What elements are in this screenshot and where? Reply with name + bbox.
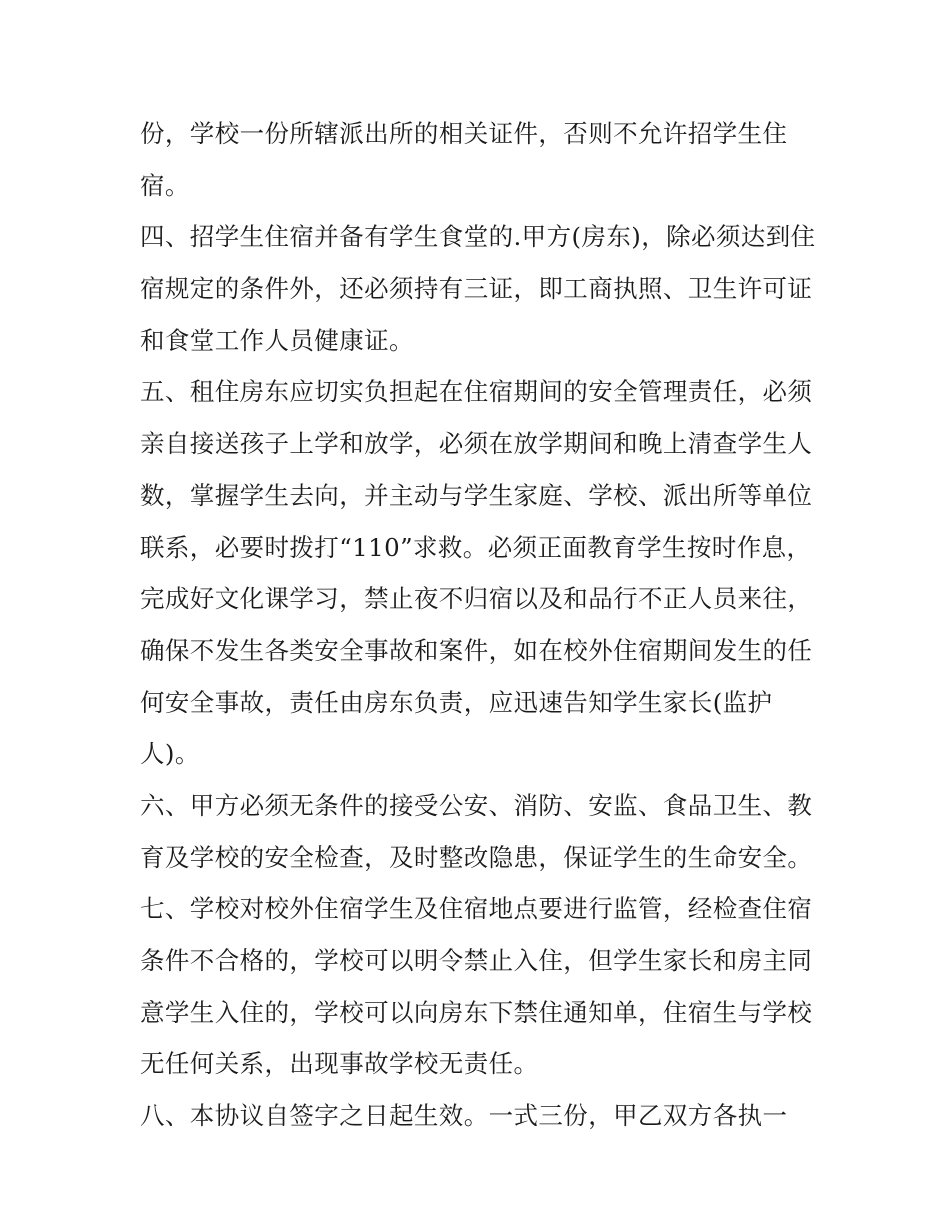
- clause-four-line: 四、招学生住宿并备有学生食堂的.甲方(房东)，除必须达到住: [140, 222, 816, 252]
- text-line: 亲自接送孩子上学和放学，必须在放学期间和晚上清查学生人: [140, 429, 813, 459]
- text-line: 联系，必要时拨打“110”求救。必须正面教育学生按时作息，: [140, 532, 812, 562]
- text-line: 宿。: [140, 170, 190, 200]
- text-line: 何安全事故，责任由房东负责，应迅速告知学生家长(监护: [140, 687, 773, 717]
- clause-six-line: 六、甲方必须无条件的接受公安、消防、安监、食品卫生、教: [140, 790, 813, 820]
- text-line: 人)。: [140, 739, 200, 769]
- text-line: 育及学校的安全检查，及时整改隐患，保证学生的生命安全。: [140, 842, 813, 872]
- clause-five-line: 五、租住房东应切实负担起在住宿期间的安全管理责任，必须: [140, 377, 813, 407]
- text-line: 数，掌握学生去向，并主动与学生家庭、学校、派出所等单位: [140, 480, 813, 510]
- text-line: 份，学校一份所辖派出所的相关证件，否则不允许招学生住: [140, 119, 788, 148]
- text-line: 完成好文化课学习，禁止夜不归宿以及和品行不正人员来往，: [140, 584, 813, 614]
- text-line: 无任何关系，出现事故学校无责任。: [140, 1049, 539, 1079]
- agreement-text: [140, 108, 830, 1142]
- text-line: 意学生入住的，学校可以向房东下禁住通知单，住宿生与学校: [140, 997, 813, 1027]
- text-line: 条件不合格的，学校可以明令禁止入住，但学生家长和房主同: [140, 946, 813, 975]
- clause-seven-line: 七、学校对校外住宿学生及住宿地点要进行监管，经检查住宿: [140, 894, 813, 924]
- text-line: 宿规定的条件外，还必须持有三证，即工商执照、卫生许可证: [140, 274, 813, 304]
- clause-eight-line: 八、本协议自签字之日起生效。一式三份，甲乙双方各执一: [140, 1101, 788, 1131]
- text-line: 和食堂工作人员健康证。: [140, 325, 414, 355]
- text-line: 确保不发生各类安全事故和案件，如在校外住宿期间发生的任: [140, 635, 813, 665]
